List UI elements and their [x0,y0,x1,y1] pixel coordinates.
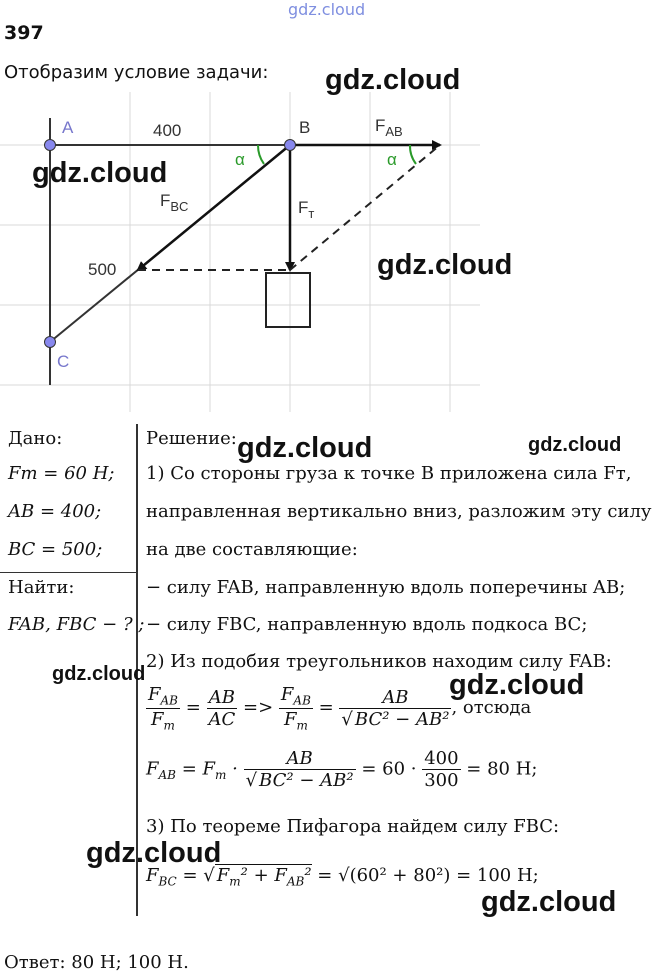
solution-line-3: на две составляющие: [146,539,358,560]
answer: Ответ: 80 Н; 100 Н. [4,952,189,973]
watermark: gdz.cloud [52,663,146,685]
equation-2: $F_{AB} = F_т$ · $\frac{AB}{\text{√ BC² − AB²}}$ = 60 · $\frac{400}{300}$ = 80 Н; [146,748,538,791]
equation-2-mid: = 60 · [361,758,417,780]
watermark: gdz.cloud [325,64,461,96]
equation-2-result: = 80 Н; [466,758,538,780]
label-fab: $F_{AB}$ [375,116,403,139]
watermark: gdz.cloud [528,434,622,456]
problem-number: 397 [4,22,44,44]
given-line-1: Fт = 60 Н; [8,463,115,484]
label-alpha-b: α [235,150,245,169]
site-link[interactable]: gdz.cloud [288,0,366,19]
given-line-3: BC = 500; [8,539,103,560]
label-fbc: $F_{BC}$ [160,191,189,214]
equation-2-numerator: 400 [424,748,459,769]
angle-arc-b [258,145,264,164]
given-line-2: AB = 400; [8,501,102,522]
equation-3: $F_{BC}$ = √ $F_т^2 + F_{AB}^2 = √(60^2 + 80^2) = 100$ Н; [146,865,539,889]
label-b: B [299,118,311,137]
point-b [285,140,296,151]
find-line: FAB, FBC − ? ; [8,614,145,635]
solution-line-7: 3) По теореме Пифагора найдем силу FBC: [146,816,560,837]
intro-text: Отобразим условие задачи: [4,62,269,83]
point-c [45,337,56,348]
solution-line-4: − силу FAB, направленную вдоль поперечины AB; [146,577,626,598]
equation-1: $\frac{F_{AB}}{F_т}$ = $\frac{AB}{AC}$ => $\frac{F_{AB}}{F_т}$ = $\frac{AB}{\text{√ BC² − AB²}}$ , отсюда [148,684,532,733]
watermark: gdz.cloud [32,157,168,189]
given-divider [0,572,136,573]
equation-3-result: = √(60² + 80²) = 100 Н; [317,865,539,886]
label-a: A [62,118,74,137]
label-ab-length: 400 [153,121,182,140]
solution-line-1: 1) Со стороны груза к точке B приложена сила Fт, [146,463,632,484]
given-title: Дано: [8,428,63,449]
watermark: gdz.cloud [237,432,373,464]
solution-line-6: 2) Из подобия треугольников находим силу FAB: [146,651,612,672]
load-box [266,273,310,327]
find-title: Найти: [8,577,75,598]
watermark: gdz.cloud [86,837,222,869]
point-a [45,140,56,151]
equation-1-tail: , отсюда [451,697,532,719]
label-bc-length: 500 [88,260,117,279]
watermark: gdz.cloud [481,886,617,918]
label-ft: $F_т$ [298,198,315,221]
label-alpha-right: α [387,150,397,169]
label-c: C [57,352,70,371]
equation-2-denominator: 300 [424,770,459,791]
solution-line-5: − силу FBC, направленную вдоль подкоса BC; [146,614,588,635]
solution-line-2: направленная вертикально вниз, разложим эту силу [146,501,652,522]
angle-arc-right [410,145,416,164]
solution-title: Решение: [146,428,237,449]
watermark: gdz.cloud [377,249,513,281]
watermark: gdz.cloud [449,669,585,701]
